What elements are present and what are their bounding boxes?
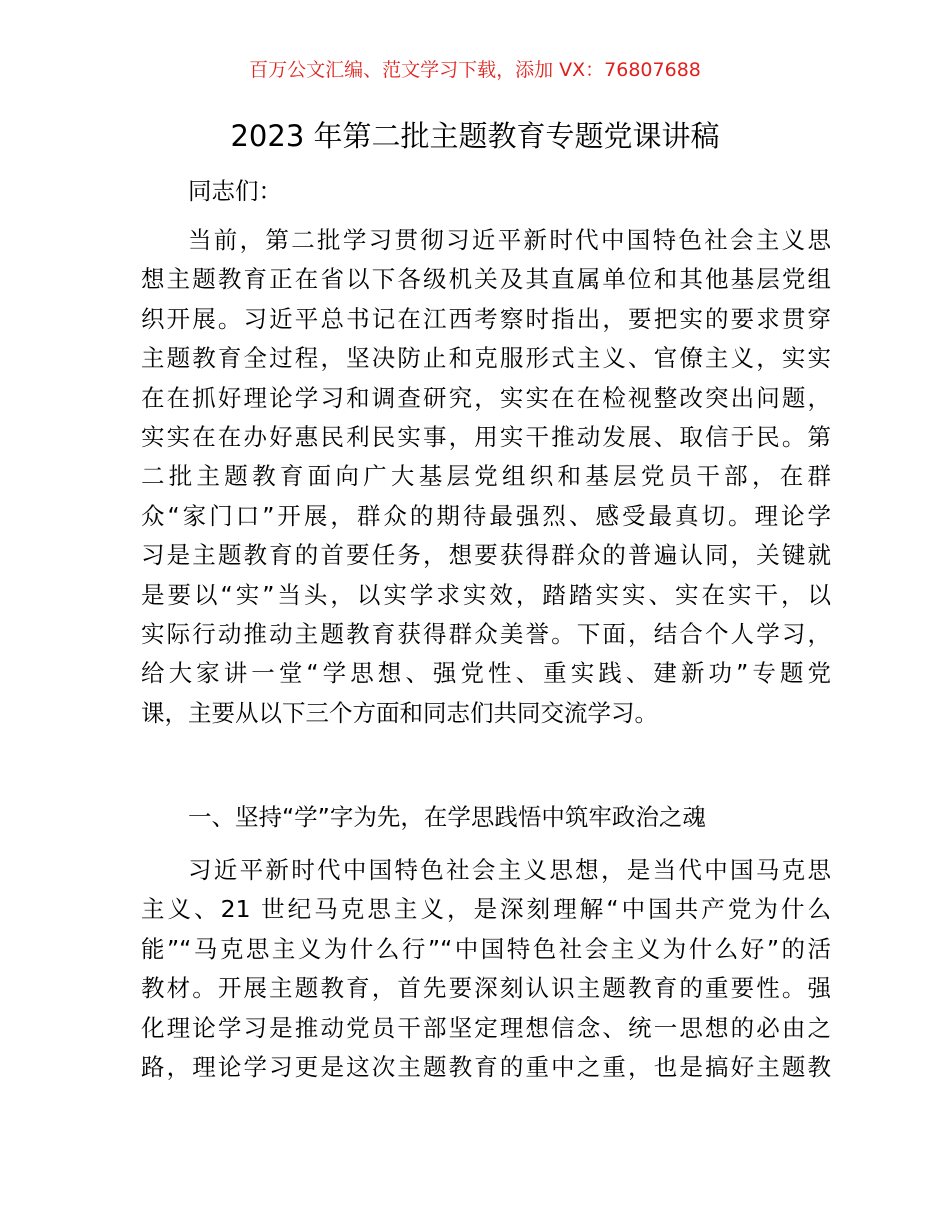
- paragraph-line: 想主题教育正在省以下各级机关及其直属单位和其他基层党组: [141, 265, 831, 294]
- page-title: 2023 年第二批主题教育专题党课讲稿: [230, 119, 720, 153]
- salutation: 同志们：: [188, 177, 282, 205]
- section-1-heading-block: [141, 798, 831, 837]
- paragraph-line: 主题教育全过程，坚决防止和克服形式主义、官僚主义，实实: [141, 344, 831, 373]
- paragraph-line: 给大家讲一堂“学思想、强党性、重实践、建新功”专题党: [141, 659, 831, 688]
- paragraph-line: 织开展。习近平总书记在江西考察时指出，要把实的要求贯穿: [141, 304, 831, 333]
- paragraph-line: 路，理论学习更是这次主题教育的重中之重，也是搞好主题教: [141, 1052, 831, 1081]
- paragraph-line: 教材。开展主题教育，首先要深刻认识主题教育的重要性。强: [141, 974, 831, 1003]
- paragraph-2: [141, 851, 831, 1087]
- paragraph-line: 二批主题教育面向广大基层党组织和基层党员干部，在群: [141, 462, 831, 491]
- paragraph-1: [141, 221, 831, 733]
- paragraph-line: 实实在在办好惠民利民实事，用实干推动发展、取信于民。第: [141, 422, 831, 451]
- paragraph-line: 习是主题教育的首要任务，想要获得群众的普遍认同，关键就: [141, 541, 831, 570]
- paragraph-line: 主义、21 世纪马克思主义，是深刻理解“中国共产党为什么: [141, 895, 831, 924]
- paragraph-line: 能”“马克思主义为什么行”“中国特色社会主义为什么好”的活: [141, 934, 831, 963]
- paragraph-line: 实际行动推动主题教育获得群众美誉。下面，结合个人学习，: [141, 619, 831, 648]
- paragraph-line: 是要以“实”当头，以实学求实效，踏踏实实、实在实干，以: [141, 580, 831, 609]
- paragraph-line: 当前，第二批学习贯彻习近平新时代中国特色社会主义思: [188, 226, 831, 254]
- header-banner: 百万公文汇编、范文学习下载，添加 VX：76807688: [249, 59, 701, 81]
- section-heading: 一、坚持“学”字为先，在学思践悟中筑牢政治之魂: [188, 803, 706, 831]
- paragraph-line: 众“家门口”开展，群众的期待最强烈、感受最真切。理论学: [141, 501, 831, 530]
- paragraph-line: 化理论学习是推动党员干部坚定理想信念、统一思想的必由之: [141, 1013, 831, 1042]
- paragraph-line: 习近平新时代中国特色社会主义思想，是当代中国马克思: [188, 856, 831, 884]
- salutation-block: [141, 172, 831, 211]
- paragraph-line: 在在抓好理论学习和调查研究，实实在在检视整改突出问题，: [141, 383, 831, 412]
- paragraph-line: 课，主要从以下三个方面和同志们共同交流学习。: [141, 698, 658, 727]
